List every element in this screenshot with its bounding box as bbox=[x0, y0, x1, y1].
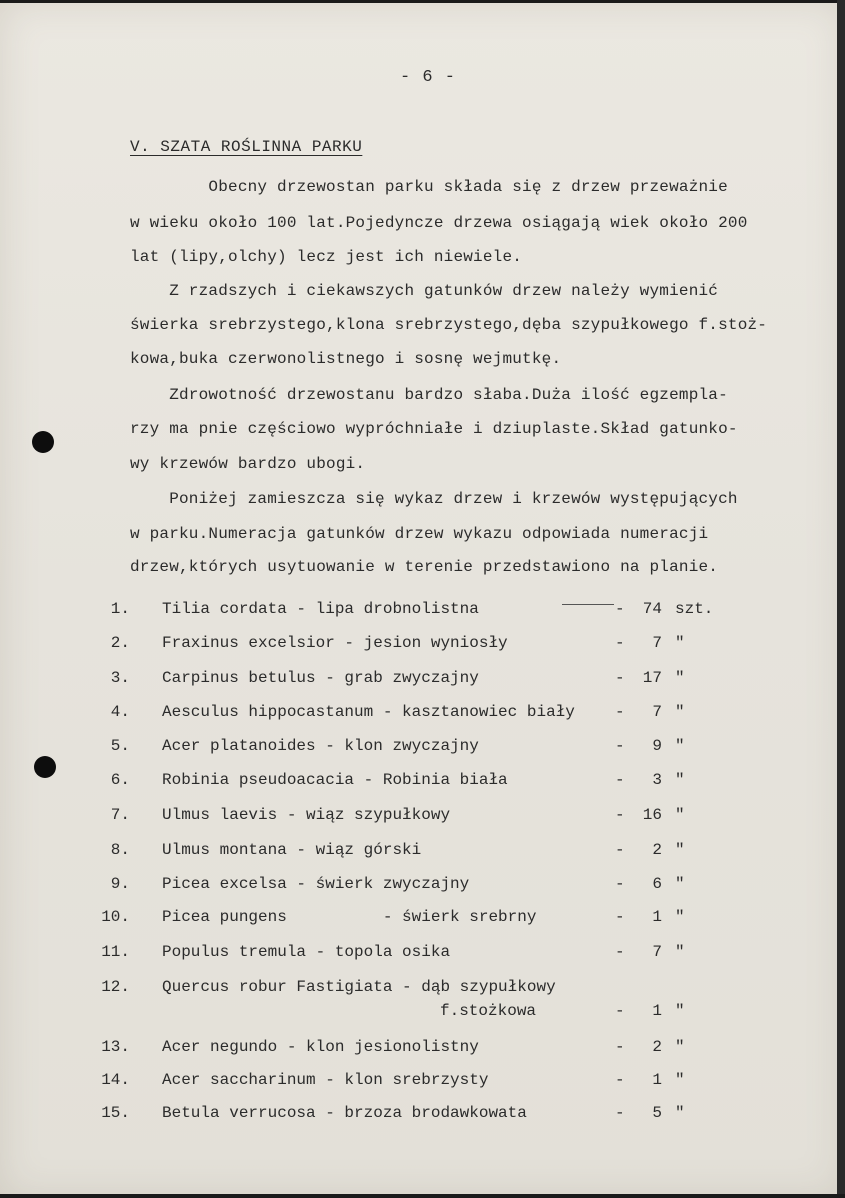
item-count: 1 bbox=[652, 908, 662, 926]
item-unit: " bbox=[675, 1104, 685, 1122]
punch-hole-icon bbox=[32, 431, 54, 453]
paragraph-line: w parku.Numeracja gatunków drzew wykazu odpowiada numeracji bbox=[130, 525, 709, 543]
item-species: Acer platanoides - klon zwyczajny bbox=[162, 737, 479, 755]
item-count: 5 bbox=[652, 1104, 662, 1122]
scan-edge-bottom bbox=[0, 1194, 845, 1198]
item-species: Picea excelsa - świerk zwyczajny bbox=[162, 875, 470, 893]
item-count: 2 bbox=[652, 1038, 662, 1056]
item-dash: - bbox=[615, 943, 625, 961]
item-count: 9 bbox=[652, 737, 662, 755]
list-item bbox=[0, 669, 845, 693]
item-species: Tilia cordata - lipa drobnolistna bbox=[162, 600, 479, 618]
item-dash: - bbox=[615, 1038, 625, 1056]
item-species: Acer negundo - klon jesionolistny bbox=[162, 1038, 479, 1056]
item-number: 9. bbox=[110, 875, 130, 893]
list-item bbox=[0, 806, 845, 830]
paragraph-line: Poniżej zamieszcza się wykaz drzew i krzewów występujących bbox=[130, 490, 738, 508]
paragraph-line: w wieku około 100 lat.Pojedyncze drzewa osiągają wiek około 200 bbox=[130, 214, 748, 232]
item-number: 11. bbox=[101, 943, 130, 961]
item-dash: - bbox=[615, 600, 625, 618]
item-dash: - bbox=[615, 806, 625, 824]
item-species: Picea pungens - świerk srebrny bbox=[162, 908, 537, 926]
item-species: Aesculus hippocastanum - kasztanowiec biały bbox=[162, 703, 575, 721]
item-count: 1 bbox=[652, 1002, 662, 1020]
item-dash: - bbox=[615, 1002, 625, 1020]
scan-edge-top bbox=[0, 0, 845, 3]
item-number: 10. bbox=[101, 908, 130, 926]
list-item bbox=[0, 703, 845, 727]
list-item bbox=[0, 943, 845, 967]
paragraph-line: świerka srebrzystego,klona srebrzystego,dęba szypułkowego f.stoż- bbox=[130, 316, 768, 334]
list-item bbox=[0, 634, 845, 658]
item-species: Quercus robur Fastigiata - dąb szypułkowy bbox=[162, 978, 556, 996]
list-item bbox=[0, 737, 845, 761]
item-dash: - bbox=[615, 1071, 625, 1089]
item-unit: " bbox=[675, 669, 685, 687]
item-number: 1. bbox=[110, 600, 130, 618]
item-unit: szt. bbox=[675, 600, 714, 618]
item-unit: " bbox=[675, 1071, 685, 1089]
item-unit: " bbox=[675, 1002, 685, 1020]
item-count: 74 bbox=[642, 600, 662, 618]
item-number: 15. bbox=[101, 1104, 130, 1122]
section-heading: V. SZATA ROŚLINNA PARKU bbox=[130, 138, 363, 156]
item-dash: - bbox=[615, 875, 625, 893]
paragraph-line: rzy ma pnie częściowo wypróchniałe i dziuplaste.Skład gatunko- bbox=[130, 420, 738, 438]
item-number: 5. bbox=[110, 737, 130, 755]
item-unit: " bbox=[675, 634, 685, 652]
item-dash: - bbox=[615, 841, 625, 859]
paragraph-line: Zdrowotność drzewostanu bardzo słaba.Duża ilość egzempla- bbox=[130, 386, 728, 404]
item-unit: " bbox=[675, 771, 685, 789]
item-dash: - bbox=[615, 737, 625, 755]
item-count: 7 bbox=[652, 943, 662, 961]
item-dash: - bbox=[615, 1104, 625, 1122]
item-dash: - bbox=[615, 703, 625, 721]
paragraph-line: drzew,których usytuowanie w terenie przedstawiono na planie. bbox=[130, 558, 719, 576]
list-item bbox=[0, 1071, 845, 1095]
item-unit: " bbox=[675, 1038, 685, 1056]
item-species: Ulmus montana - wiąz górski bbox=[162, 841, 422, 859]
item-species: Populus tremula - topola osika bbox=[162, 943, 451, 961]
page-number: - 6 - bbox=[400, 68, 457, 87]
item-number: 12. bbox=[101, 978, 130, 996]
paragraph-line: Obecny drzewostan parku składa się z drzew przeważnie bbox=[130, 178, 728, 196]
item-count: 3 bbox=[652, 771, 662, 789]
item-species: Ulmus laevis - wiąz szypułkowy bbox=[162, 806, 451, 824]
item-species-line2: f.stożkowa bbox=[440, 1002, 537, 1020]
list-item bbox=[0, 841, 845, 865]
item-unit: " bbox=[675, 943, 685, 961]
item-unit: " bbox=[675, 841, 685, 859]
item-count: 7 bbox=[652, 634, 662, 652]
paragraph-line: lat (lipy,olchy) lecz jest ich niewiele. bbox=[130, 248, 523, 266]
item-dash: - bbox=[615, 908, 625, 926]
item-count: 16 bbox=[642, 806, 662, 824]
item-number: 13. bbox=[101, 1038, 130, 1056]
item-number: 14. bbox=[101, 1071, 130, 1089]
item-unit: " bbox=[675, 806, 685, 824]
item-number: 6. bbox=[110, 771, 130, 789]
item-number: 7. bbox=[110, 806, 130, 824]
list-item bbox=[0, 1038, 845, 1062]
list-item bbox=[0, 1104, 845, 1128]
item-unit: " bbox=[675, 703, 685, 721]
item-species: Carpinus betulus - grab zwyczajny bbox=[162, 669, 479, 687]
list-item-continuation bbox=[0, 1002, 845, 1026]
list-item bbox=[0, 875, 845, 899]
item-unit: " bbox=[675, 737, 685, 755]
item-number: 2. bbox=[110, 634, 130, 652]
list-item bbox=[0, 771, 845, 795]
item-number: 3. bbox=[110, 669, 130, 687]
item-number: 4. bbox=[110, 703, 130, 721]
list-item bbox=[0, 600, 845, 624]
item-species: Acer saccharinum - klon srebrzysty bbox=[162, 1071, 489, 1089]
list-item bbox=[0, 908, 845, 932]
item-dash: - bbox=[615, 669, 625, 687]
item-unit: " bbox=[675, 908, 685, 926]
item-count: 17 bbox=[642, 669, 662, 687]
item-count: 6 bbox=[652, 875, 662, 893]
item-count: 1 bbox=[652, 1071, 662, 1089]
item-species: Fraxinus excelsior - jesion wyniosły bbox=[162, 634, 508, 652]
paragraph-line: wy krzewów bardzo ubogi. bbox=[130, 455, 366, 473]
paragraph-line: Z rzadszych i ciekawszych gatunków drzew należy wymienić bbox=[130, 282, 719, 300]
list-item bbox=[0, 978, 845, 1002]
item-number: 8. bbox=[110, 841, 130, 859]
item-dash: - bbox=[615, 771, 625, 789]
item-unit: " bbox=[675, 875, 685, 893]
item-count: 7 bbox=[652, 703, 662, 721]
item-species: Betula verrucosa - brzoza brodawkowata bbox=[162, 1104, 527, 1122]
item-count: 2 bbox=[652, 841, 662, 859]
item-dash: - bbox=[615, 634, 625, 652]
paragraph-line: kowa,buka czerwonolistnego i sosnę wejmutkę. bbox=[130, 350, 562, 368]
item-species: Robinia pseudoacacia - Robinia biała bbox=[162, 771, 508, 789]
